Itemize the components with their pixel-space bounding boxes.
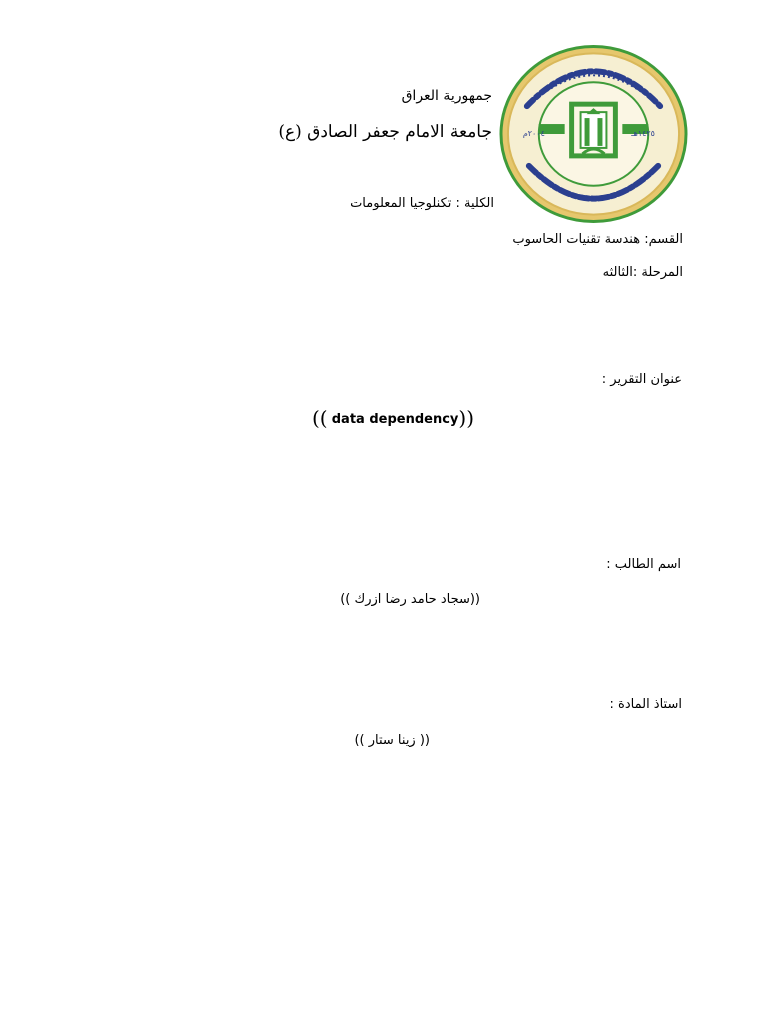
student-name: ((سجاد حامد رضا ازرك )) bbox=[340, 592, 480, 607]
report-title bbox=[312, 406, 474, 430]
seal-year-gregorian: ٢٠٠٤م bbox=[522, 128, 545, 138]
report-title-text: data dependency bbox=[331, 412, 459, 427]
university-seal-icon bbox=[499, 44, 688, 224]
report-title-label: عنوان التقرير : bbox=[601, 372, 682, 387]
teacher-name: (( زينا ستار )) bbox=[354, 733, 430, 748]
teacher-name-label: استاذ المادة : bbox=[609, 697, 682, 712]
seal-year-hijri: ١٤٢٥هـ bbox=[631, 128, 655, 138]
report-title-close-paren: )) bbox=[458, 406, 475, 430]
student-name-label: اسم الطالب : bbox=[606, 557, 681, 572]
stage-line: المرحلة :الثالثه bbox=[602, 265, 683, 280]
report-title-open-paren: (( bbox=[312, 406, 328, 430]
department-line: القسم: هندسة تقنيات الحاسوب bbox=[512, 232, 683, 247]
college-line: الكلية : تكنلوجيا المعلومات bbox=[350, 196, 494, 211]
university-heading: جامعة الامام جعفر الصادق (ع) bbox=[278, 122, 492, 142]
republic-heading: جمهورية العراق bbox=[401, 88, 492, 104]
